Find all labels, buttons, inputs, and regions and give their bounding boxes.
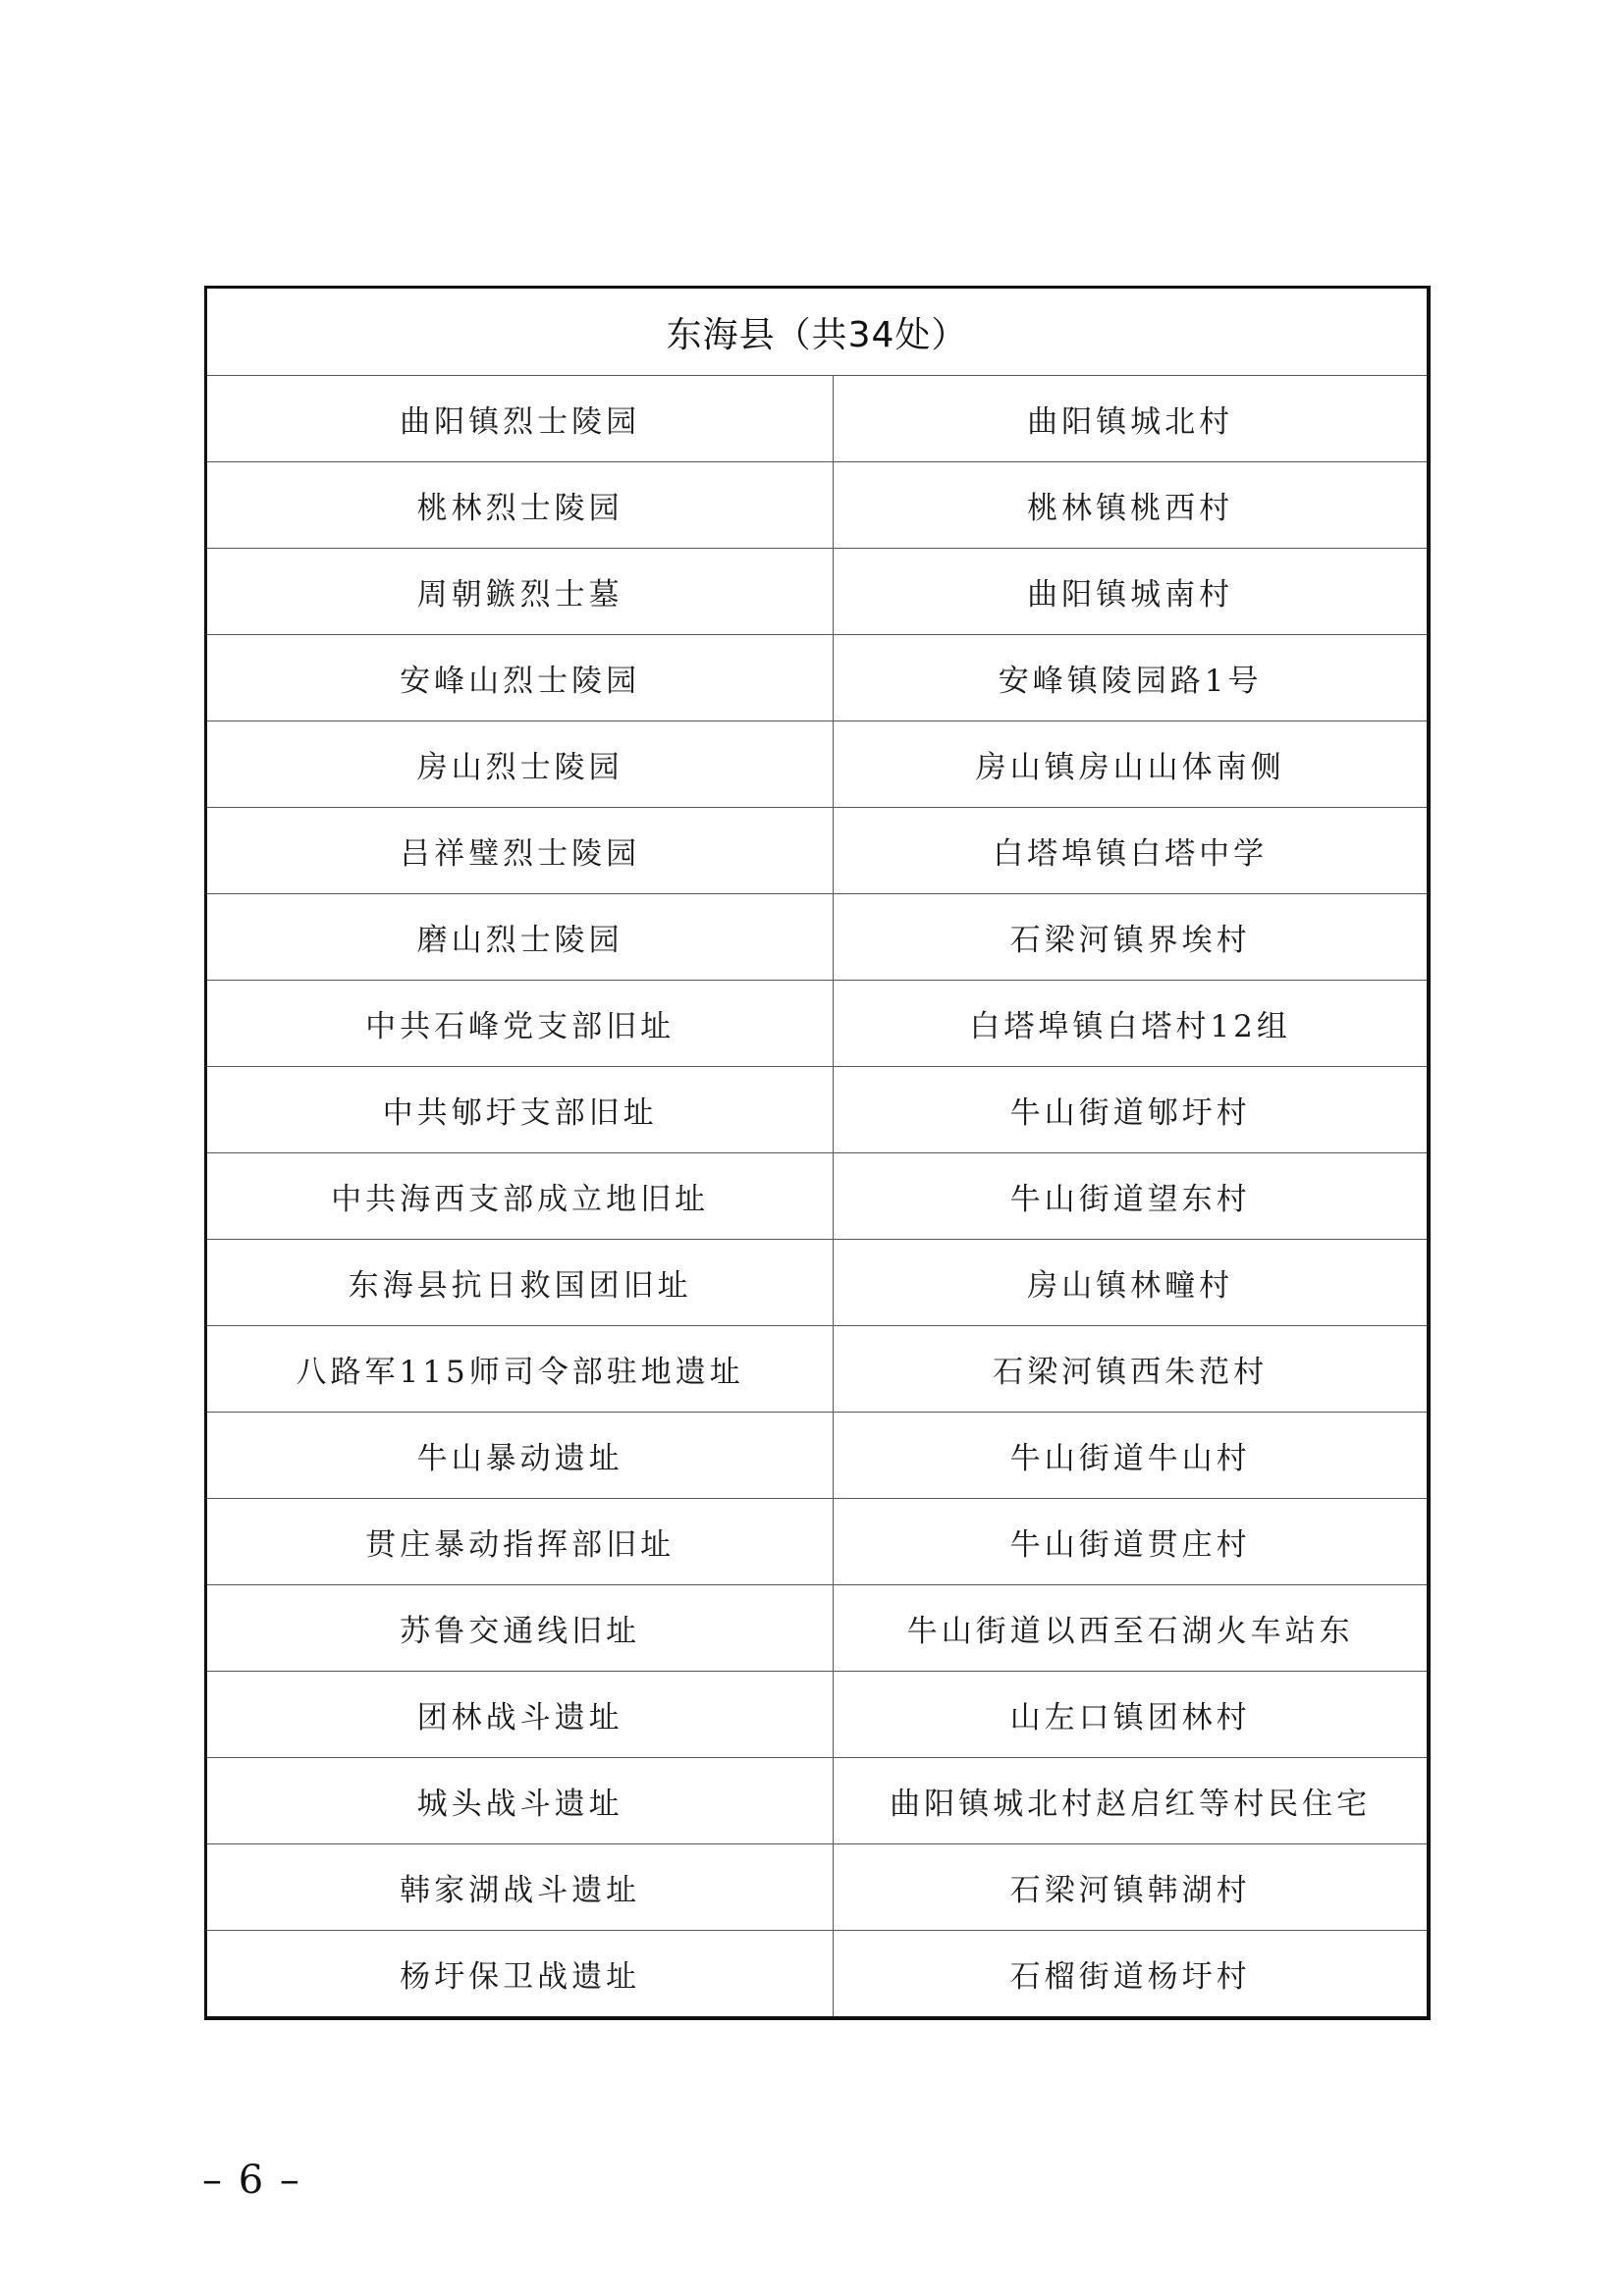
table-row (206, 1758, 1430, 1844)
site-name-cell: 杨圩保卫战遗址 (206, 1931, 834, 2019)
site-name-cell: 中共郇圩支部旧址 (206, 1067, 834, 1153)
site-location-cell: 牛山街道牛山村 (834, 1413, 1429, 1499)
site-name-cell: 八路军115师司令部驻地遗址 (206, 1326, 834, 1413)
table-row (206, 894, 1430, 981)
site-location-cell: 石榴街道杨圩村 (834, 1931, 1429, 2019)
site-location-cell: 山左口镇团林村 (834, 1672, 1429, 1758)
site-location-cell: 牛山街道望东村 (834, 1153, 1429, 1240)
site-location-cell: 石梁河镇韩湖村 (834, 1844, 1429, 1931)
sites-table (204, 286, 1431, 2020)
site-location-cell: 曲阳镇城北村赵启红等村民住宅 (834, 1758, 1429, 1844)
table-row (206, 808, 1430, 894)
site-name-cell: 吕祥璧烈士陵园 (206, 808, 834, 894)
table-row (206, 1153, 1430, 1240)
site-name-cell: 桃林烈士陵园 (206, 462, 834, 549)
site-name-cell: 安峰山烈士陵园 (206, 635, 834, 721)
table-row (206, 376, 1430, 462)
site-name-cell: 磨山烈士陵园 (206, 894, 834, 981)
site-name-cell: 团林战斗遗址 (206, 1672, 834, 1758)
site-location-cell: 石梁河镇西朱范村 (834, 1326, 1429, 1413)
table-row (206, 462, 1430, 549)
table-row (206, 1413, 1430, 1499)
site-name-cell: 东海县抗日救国团旧址 (206, 1240, 834, 1326)
site-location-cell: 牛山街道贯庄村 (834, 1499, 1429, 1585)
site-location-cell: 白塔埠镇白塔中学 (834, 808, 1429, 894)
site-name-cell: 周朝鏃烈士墓 (206, 549, 834, 635)
table-row (206, 1499, 1430, 1585)
site-location-cell: 白塔埠镇白塔村12组 (834, 981, 1429, 1067)
table-title: 东海县（共34处） (206, 288, 1430, 376)
table-header-row (206, 288, 1430, 376)
table-row (206, 1672, 1430, 1758)
site-location-cell: 安峰镇陵园路1号 (834, 635, 1429, 721)
site-location-cell: 桃林镇桃西村 (834, 462, 1429, 549)
table-row (206, 981, 1430, 1067)
site-location-cell: 曲阳镇城北村 (834, 376, 1429, 462)
table-row (206, 1585, 1430, 1672)
table-row (206, 1931, 1430, 2019)
site-location-cell: 房山镇房山山体南侧 (834, 721, 1429, 808)
table-row (206, 635, 1430, 721)
site-name-cell: 城头战斗遗址 (206, 1758, 834, 1844)
table-row (206, 1067, 1430, 1153)
site-name-cell: 中共海西支部成立地旧址 (206, 1153, 834, 1240)
site-name-cell: 韩家湖战斗遗址 (206, 1844, 834, 1931)
table-row (206, 1240, 1430, 1326)
table-row (206, 721, 1430, 808)
site-location-cell: 牛山街道郇圩村 (834, 1067, 1429, 1153)
table-row (206, 1326, 1430, 1413)
table-row (206, 549, 1430, 635)
site-name-cell: 牛山暴动遗址 (206, 1413, 834, 1499)
site-name-cell: 中共石峰党支部旧址 (206, 981, 834, 1067)
page-number: – 6 – (202, 2158, 301, 2203)
site-name-cell: 贯庄暴动指挥部旧址 (206, 1499, 834, 1585)
site-name-cell: 曲阳镇烈士陵园 (206, 376, 834, 462)
site-location-cell: 房山镇林疃村 (834, 1240, 1429, 1326)
site-location-cell: 牛山街道以西至石湖火车站东 (834, 1585, 1429, 1672)
site-name-cell: 苏鲁交通线旧址 (206, 1585, 834, 1672)
table-row (206, 1844, 1430, 1931)
site-location-cell: 石梁河镇界埃村 (834, 894, 1429, 981)
site-location-cell: 曲阳镇城南村 (834, 549, 1429, 635)
table-body (206, 376, 1430, 2019)
site-name-cell: 房山烈士陵园 (206, 721, 834, 808)
